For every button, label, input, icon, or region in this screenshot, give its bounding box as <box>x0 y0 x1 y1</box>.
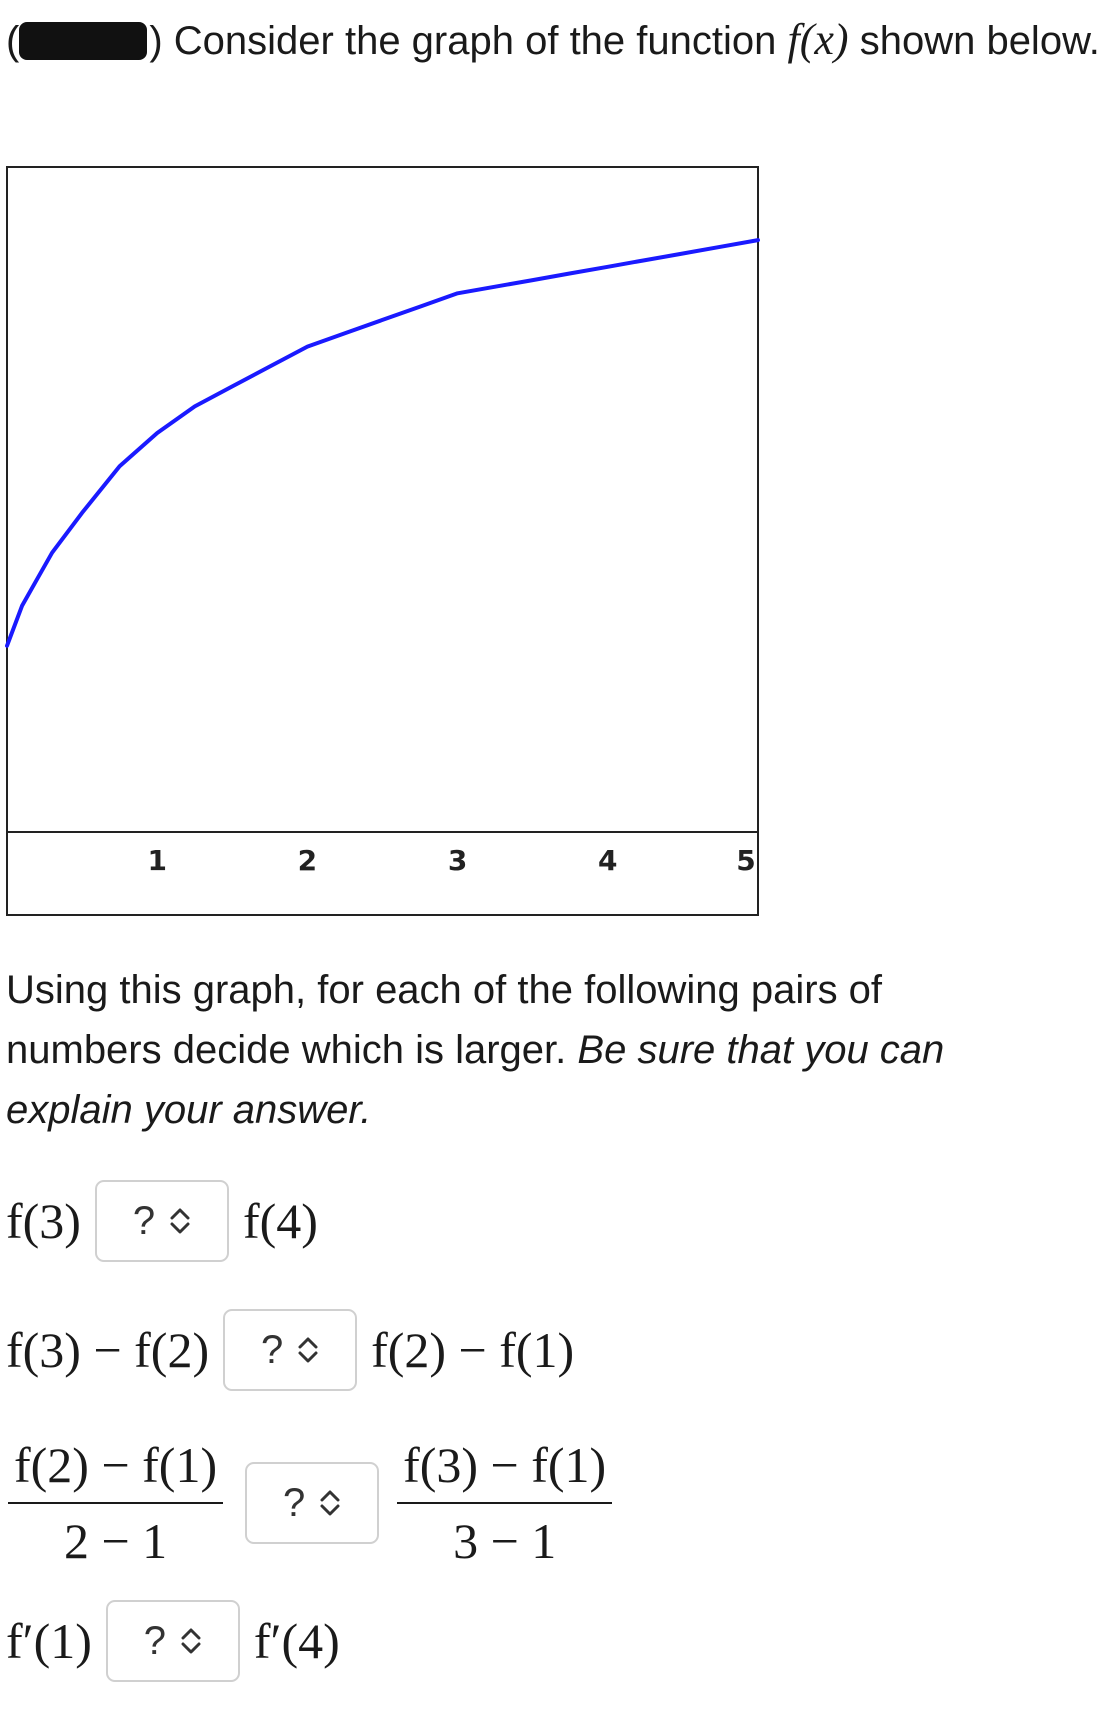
x-tick-label-1: 1 <box>147 844 167 877</box>
chevron-updown-icon <box>319 1489 341 1517</box>
x-tick-label-3: 3 <box>447 844 468 877</box>
x-tick-label-5: 5 <box>736 844 756 877</box>
q3-right-denominator: 3 − 1 <box>453 1513 557 1569</box>
q2-select-value: ? <box>260 1327 284 1372</box>
chevron-updown-icon <box>180 1627 202 1655</box>
problem-intro <box>6 10 1100 71</box>
question-4 <box>6 1600 340 1682</box>
instructions-text: Using this graph, for each of the following pairs of numbers decide which is larger. <box>6 968 883 1072</box>
intro-after: shown below. <box>859 19 1100 63</box>
q1-right: f(4) <box>242 1193 318 1249</box>
graph-border <box>7 167 758 915</box>
function-graph <box>6 166 762 920</box>
q2-right: f(2) − f(1) <box>371 1322 575 1378</box>
x-tick-label-2: 2 <box>297 844 318 877</box>
intro-text: ) Consider the graph of the function <box>149 19 777 63</box>
q4-right: f′(4) <box>253 1613 340 1669</box>
q4-left: f′(1) <box>6 1613 92 1669</box>
intro-prefix: ( <box>6 19 20 63</box>
q2-left: f(3) − f(2) <box>6 1322 210 1378</box>
instructions <box>6 960 1046 1140</box>
function-name: f(x) <box>787 15 849 64</box>
q3-left-fraction <box>8 1436 223 1570</box>
question-1 <box>6 1180 318 1262</box>
chevron-updown-icon <box>169 1207 191 1235</box>
q2-compare-select[interactable] <box>223 1309 357 1391</box>
q3-compare-select[interactable] <box>245 1462 379 1544</box>
question-3 <box>8 1436 612 1570</box>
q4-select-value: ? <box>143 1618 167 1663</box>
q1-compare-select[interactable] <box>95 1180 229 1262</box>
q3-left-numerator: f(2) − f(1) <box>8 1436 223 1504</box>
q3-left-denominator: 2 − 1 <box>63 1513 168 1569</box>
q3-right-fraction <box>397 1436 612 1570</box>
chevron-updown-icon <box>297 1336 319 1364</box>
q4-compare-select[interactable] <box>106 1600 240 1682</box>
q1-select-value: ? <box>132 1198 156 1243</box>
q1-left: f(3) <box>6 1193 81 1249</box>
q3-right-numerator: f(3) − f(1) <box>397 1436 612 1504</box>
instructions-emphasis: Be sure that you can explain your answer. <box>6 1028 945 1132</box>
q3-select-value: ? <box>282 1480 306 1525</box>
x-tick-label-4: 4 <box>598 844 618 877</box>
question-2 <box>6 1309 574 1391</box>
redacted-points <box>19 22 147 60</box>
